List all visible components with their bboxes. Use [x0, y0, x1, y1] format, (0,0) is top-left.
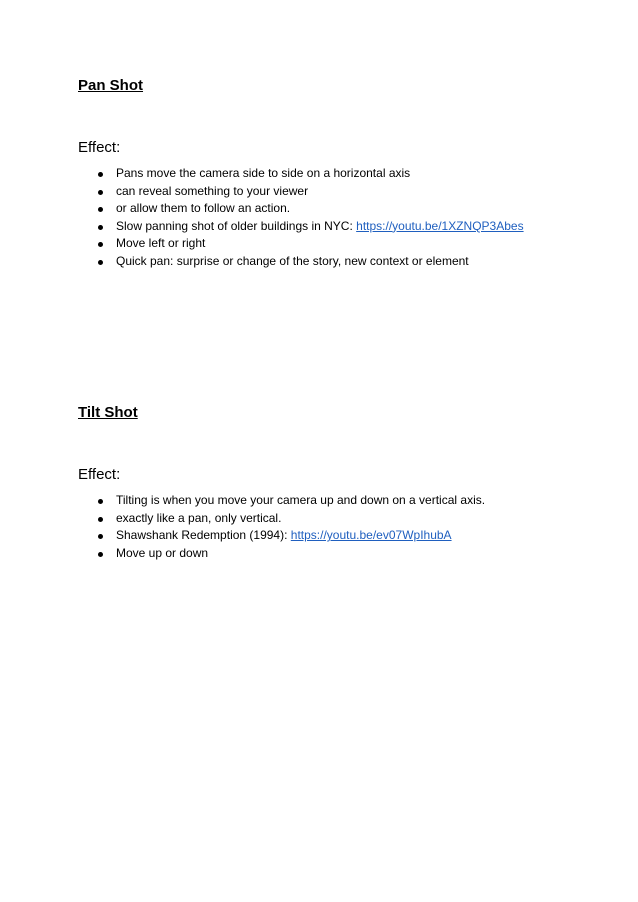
bullet-icon: [98, 172, 103, 177]
bullet-icon: [98, 190, 103, 195]
list-item-text: Slow panning shot of older buildings in NYC:: [116, 218, 357, 233]
list-item: [78, 527, 598, 545]
list-item: [78, 492, 598, 510]
bullet-icon: [98, 552, 103, 557]
pan-effect-label: Effect:: [78, 139, 121, 156]
bullet-icon: [98, 207, 103, 212]
list-item-text: Move left or right: [116, 236, 206, 251]
list-item: [78, 253, 598, 271]
list-item-text: exactly like a pan, only vertical.: [116, 510, 282, 525]
shawshank-tilt-video-link[interactable]: https://youtu.be/ev07WpIhubA: [290, 528, 452, 543]
list-item: [78, 218, 598, 236]
list-item-text: Move up or down: [116, 545, 209, 560]
bullet-icon: [98, 499, 103, 504]
list-item-text: Shawshank Redemption (1994):: [116, 528, 291, 543]
tilt-effect-list: [78, 492, 598, 562]
bullet-icon: [98, 225, 103, 230]
list-item: [78, 183, 598, 201]
bullet-icon: [98, 260, 103, 265]
bullet-icon: [98, 242, 103, 247]
tilt-effect-label: Effect:: [78, 466, 121, 483]
list-item: [78, 200, 598, 218]
nyc-pan-video-link[interactable]: https://youtu.be/1XZNQP3Abes: [356, 218, 524, 233]
list-item: [78, 165, 598, 183]
pan-effect-list: [78, 165, 598, 271]
list-item: [78, 235, 598, 253]
bullet-icon: [98, 517, 103, 522]
list-item-text: can reveal something to your viewer: [116, 183, 309, 198]
list-item-text: Pans move the camera side to side on a horizontal axis: [116, 166, 411, 180]
tilt-shot-title: Tilt Shot: [78, 404, 138, 421]
list-item-text: Quick pan: surprise or change of the story, new context or element: [116, 253, 469, 268]
tilt-shot-section: [78, 404, 598, 562]
pan-shot-title: Pan Shot: [78, 77, 144, 94]
list-item-text: Tilting is when you move your camera up and down on a vertical axis.: [116, 493, 486, 507]
pan-shot-section: [78, 77, 598, 271]
bullet-icon: [98, 534, 103, 539]
list-item-text: or allow them to follow an action.: [116, 201, 291, 216]
list-item: [78, 545, 598, 563]
list-item: [78, 510, 598, 528]
